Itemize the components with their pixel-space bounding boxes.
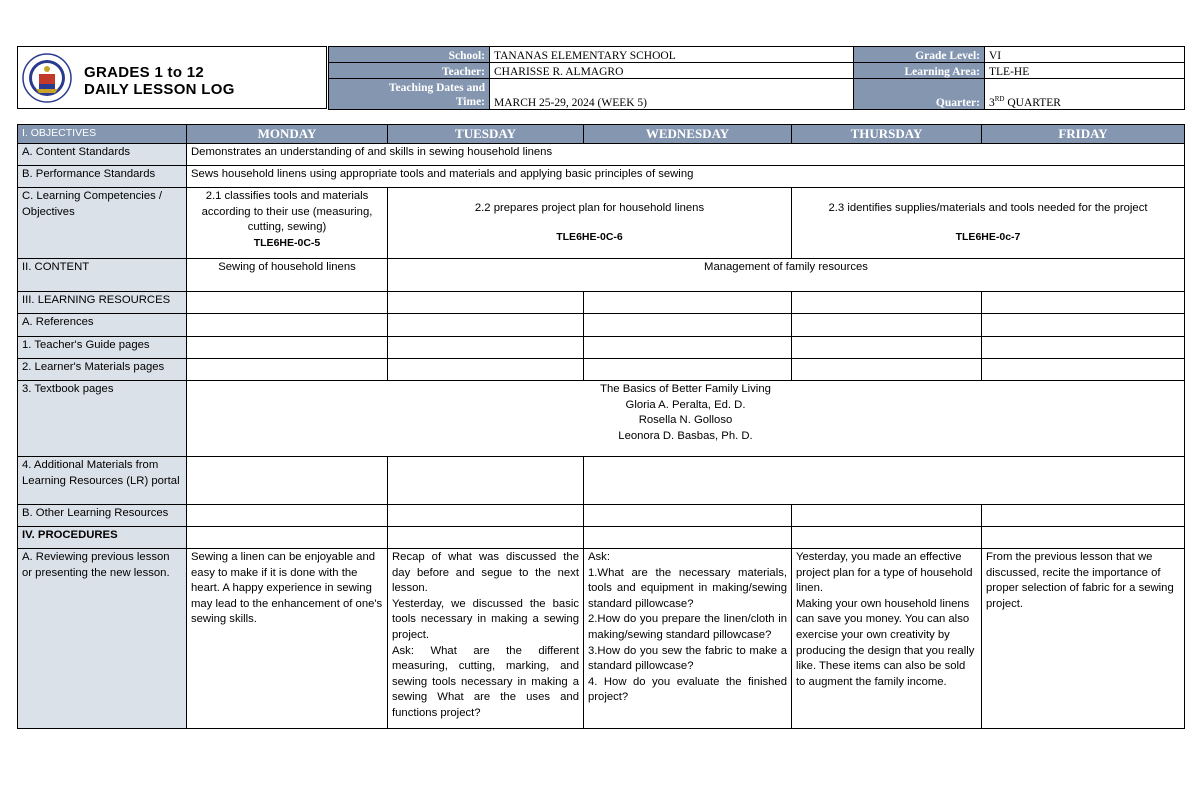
learning-area-value: TLE-HE bbox=[985, 63, 1185, 79]
school-value: TANANAS ELEMENTARY SCHOOL bbox=[490, 47, 854, 63]
title-line1: GRADES 1 to 12 bbox=[84, 64, 205, 81]
content-monday: Sewing of household linens bbox=[187, 259, 388, 292]
cell bbox=[982, 359, 1185, 381]
day-monday: MONDAY bbox=[187, 125, 388, 144]
school-label: School: bbox=[329, 47, 490, 63]
content-standards-value: Demonstrates an understanding of and skills in sewing household linens bbox=[187, 144, 1185, 166]
review-wednesday: Ask: 1.What are the necessary materials, tools and equipment in making/sewing standard pillowcase? 2.How do you prepare the linen/cloth in making/sewing standard pillowcase? 3.How do you sew the fabric to make a standard pillowcase? 4. How do you evaluate the finished project? bbox=[584, 549, 792, 729]
review-tuesday: Recap of what was discussed the day before and segue to the next lesson. Yesterday, we discussed the basic tools necessary in making a sewing project. Ask: What are the different measuring, cutting, marking, and sewing tools necessary in making a sewing What are the uses and functions project? bbox=[388, 549, 584, 729]
quarter-label: Quarter: bbox=[854, 79, 985, 110]
quarter-value: 3RD QUARTER bbox=[985, 79, 1185, 110]
cell bbox=[792, 314, 982, 337]
textbook-value: The Basics of Better Family Living Gloria A. Peralta, Ed. D. Rosella N. Golloso Leonora D. Basbas, Ph. D. bbox=[187, 381, 1185, 457]
content-standards-label: A. Content Standards bbox=[18, 144, 187, 166]
cell bbox=[792, 337, 982, 359]
cell bbox=[584, 337, 792, 359]
teaching-dates-label: Teaching Dates and Time: bbox=[329, 79, 490, 110]
cell bbox=[982, 314, 1185, 337]
cell bbox=[584, 292, 792, 314]
cell bbox=[388, 292, 584, 314]
cell bbox=[388, 505, 584, 527]
review-friday: From the previous lesson that we discussed, recite the importance of proper selection of fabric for a sewing project. bbox=[982, 549, 1185, 729]
competency-tuesday: 2.2 prepares project plan for household linens TLE6HE-0C-6 bbox=[388, 188, 792, 259]
objectives-heading: I. OBJECTIVES bbox=[18, 125, 187, 144]
cell bbox=[187, 505, 388, 527]
lesson-log-header bbox=[17, 46, 1184, 109]
deped-seal-icon bbox=[22, 53, 72, 103]
procedures-label: IV. PROCEDURES bbox=[18, 527, 187, 549]
cell bbox=[388, 314, 584, 337]
learners-materials-label: 2. Learner's Materials pages bbox=[18, 359, 187, 381]
grade-level-label: Grade Level: bbox=[854, 47, 985, 63]
cell bbox=[792, 359, 982, 381]
cell bbox=[792, 505, 982, 527]
teacher-value: CHARISSE R. ALMAGRO bbox=[490, 63, 854, 79]
cell bbox=[388, 527, 584, 549]
cell bbox=[584, 359, 792, 381]
cell bbox=[187, 314, 388, 337]
day-thursday: THURSDAY bbox=[792, 125, 982, 144]
references-label: A. References bbox=[18, 314, 187, 337]
competencies-label: C. Learning Competencies / Objectives bbox=[18, 188, 187, 259]
lesson-log-table bbox=[17, 124, 1184, 729]
textbook-label: 3. Textbook pages bbox=[18, 381, 187, 457]
cell bbox=[187, 359, 388, 381]
resources-label: III. LEARNING RESOURCES bbox=[18, 292, 187, 314]
cell bbox=[792, 527, 982, 549]
additional-materials-label: 4. Additional Materials from Learning Resources (LR) portal bbox=[18, 457, 187, 505]
grade-level-value: VI bbox=[985, 47, 1185, 63]
cell bbox=[187, 292, 388, 314]
cell bbox=[982, 337, 1185, 359]
content-label: II. CONTENT bbox=[18, 259, 187, 292]
day-tuesday: TUESDAY bbox=[388, 125, 584, 144]
cell bbox=[187, 337, 388, 359]
teaching-dates-value: MARCH 25-29, 2024 (WEEK 5) bbox=[490, 79, 854, 110]
school-info bbox=[328, 46, 1184, 109]
cell bbox=[982, 527, 1185, 549]
cell bbox=[584, 527, 792, 549]
cell bbox=[388, 359, 584, 381]
cell bbox=[982, 505, 1185, 527]
teacher-label: Teacher: bbox=[329, 63, 490, 79]
cell bbox=[584, 505, 792, 527]
cell bbox=[187, 527, 388, 549]
teachers-guide-label: 1. Teacher's Guide pages bbox=[18, 337, 187, 359]
cell bbox=[982, 292, 1185, 314]
review-thursday: Yesterday, you made an effective project plan for a type of household linen. Making your own household linens can save you money. You can also exercise your own creativity by producing the design that you really like. These items can also be sold to augment the family income. bbox=[792, 549, 982, 729]
review-label: A. Reviewing previous lesson or presenting the new lesson. bbox=[18, 549, 187, 729]
cell bbox=[388, 457, 584, 505]
review-monday: Sewing a linen can be enjoyable and easy to make if it is done with the heart. A happy experience in sewing may lead to the enhancement of one's sewing skills. bbox=[187, 549, 388, 729]
cell bbox=[388, 337, 584, 359]
cell bbox=[584, 314, 792, 337]
cell bbox=[792, 292, 982, 314]
day-friday: FRIDAY bbox=[982, 125, 1185, 144]
title-block bbox=[17, 46, 327, 109]
learning-area-label: Learning Area: bbox=[854, 63, 985, 79]
content-rest: Management of family resources bbox=[388, 259, 1185, 292]
competency-monday: 2.1 classifies tools and materials according to their use (measuring, cutting, sewing) TLE6HE-0C-5 bbox=[187, 188, 388, 259]
title-line2: DAILY LESSON LOG bbox=[84, 81, 235, 98]
performance-standards-value: Sews household linens using appropriate tools and materials and applying basic principles of sewing bbox=[187, 166, 1185, 188]
cell bbox=[187, 457, 388, 505]
cell bbox=[584, 457, 1185, 505]
other-resources-label: B. Other Learning Resources bbox=[18, 505, 187, 527]
performance-standards-label: B. Performance Standards bbox=[18, 166, 187, 188]
competency-thursday: 2.3 identifies supplies/materials and tools needed for the project TLE6HE-0c-7 bbox=[792, 188, 1185, 259]
day-wednesday: WEDNESDAY bbox=[584, 125, 792, 144]
